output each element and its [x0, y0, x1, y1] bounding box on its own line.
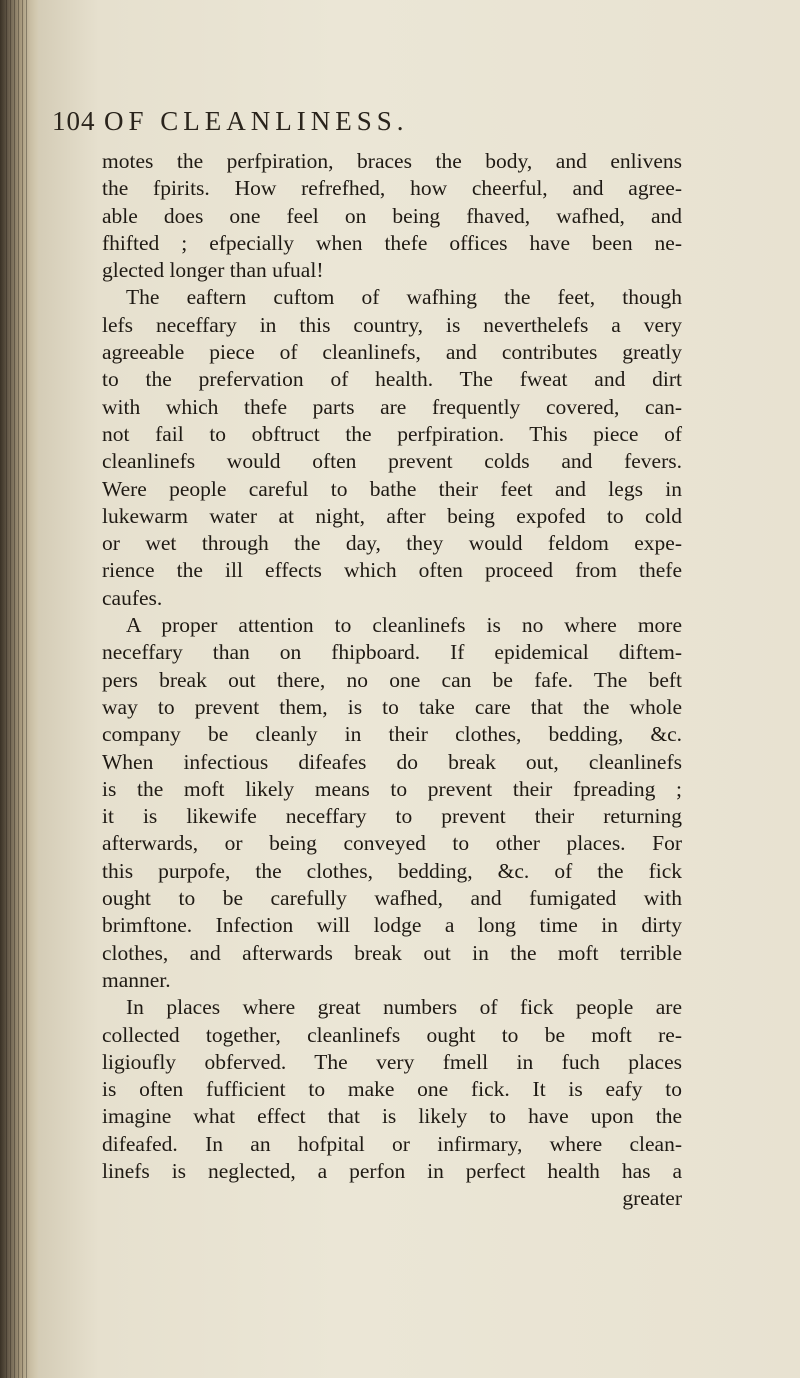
text-line: A proper attention to cleanlinefs is no where more	[126, 613, 682, 638]
text-line: it is likewife neceffary to prevent their returning	[102, 804, 682, 829]
text-line: pers break out there, no one can be fafe. The beft	[102, 667, 682, 692]
text-line: afterwards, or being conveyed to other places. For	[102, 831, 682, 856]
page-number: 104	[52, 106, 96, 136]
text-line: collected together, cleanlinefs ought to be moft re-	[102, 1022, 682, 1047]
text-line: is the moft likely means to prevent their fpreading ;	[102, 776, 682, 801]
book-page	[38, 0, 800, 1378]
text-line: the fpirits. How refrefhed, how cheerful, and agree-	[102, 176, 682, 201]
text-line: is often fufficient to make one fick. It is eafy to	[102, 1077, 682, 1102]
text-line: difeafed. In an hofpital or infirmary, where clean-	[102, 1131, 682, 1156]
running-head	[52, 106, 692, 142]
catchword: greater	[622, 1186, 682, 1211]
text-line: glected longer than ufual!	[102, 258, 324, 283]
text-line: or wet through the day, they would feldom expe-	[102, 531, 682, 556]
text-line: lukewarm water at night, after being expofed to cold	[102, 503, 682, 528]
text-line: Were people careful to bathe their feet and legs in	[102, 476, 682, 501]
text-line: to the prefervation of health. The fweat and dirt	[102, 367, 682, 392]
text-line: way to prevent them, is to take care that the whole	[102, 694, 682, 719]
text-line: In places where great numbers of fick people are	[126, 995, 682, 1020]
text-line: imagine what effect that is likely to have upon the	[102, 1104, 682, 1129]
text-line: The eaftern cuftom of wafhing the feet, though	[126, 285, 682, 310]
text-line: this purpofe, the clothes, bedding, &c. of the fick	[102, 858, 682, 883]
text-line: neceffary than on fhipboard. If epidemical diftem-	[102, 640, 682, 665]
text-line: rience the ill effects which often proceed from thefe	[102, 558, 682, 583]
book-binding-edge	[0, 0, 38, 1378]
text-line: not fail to obftruct the perfpiration. This piece of	[102, 421, 682, 446]
text-line: able does one feel on being fhaved, wafhed, and	[102, 203, 682, 228]
running-title: OF CLEANLINESS.	[104, 106, 409, 136]
binding-shadow	[6, 0, 28, 1378]
text-line: caufes.	[102, 585, 163, 610]
text-line: ligioufly obferved. The very fmell in fuch places	[102, 1049, 682, 1074]
text-line: When infectious difeafes do break out, cleanlinefs	[102, 749, 682, 774]
text-line: lefs neceffary in this country, is neverthelefs a very	[102, 312, 682, 337]
text-line: linefs is neglected, a perfon in perfect health has a	[102, 1158, 682, 1183]
text-line: manner.	[102, 967, 171, 992]
text-line: fhifted ; efpecially when thefe offices have been ne-	[102, 230, 682, 255]
text-line: company be cleanly in their clothes, bedding, &c.	[102, 722, 682, 747]
text-line: agreeable piece of cleanlinefs, and contributes greatly	[102, 340, 682, 365]
text-line: ought to be carefully wafhed, and fumigated with	[102, 886, 682, 911]
text-line: clothes, and afterwards break out in the moft terrible	[102, 940, 682, 965]
text-line: motes the perfpiration, braces the body, and enlivens	[102, 149, 682, 173]
text-line: cleanlinefs would often prevent colds and fevers.	[102, 449, 682, 474]
text-line: with which thefe parts are frequently covered, can-	[102, 394, 682, 419]
text-line: brimftone. Infection will lodge a long time in dirty	[102, 913, 682, 938]
body-text	[102, 148, 682, 1213]
